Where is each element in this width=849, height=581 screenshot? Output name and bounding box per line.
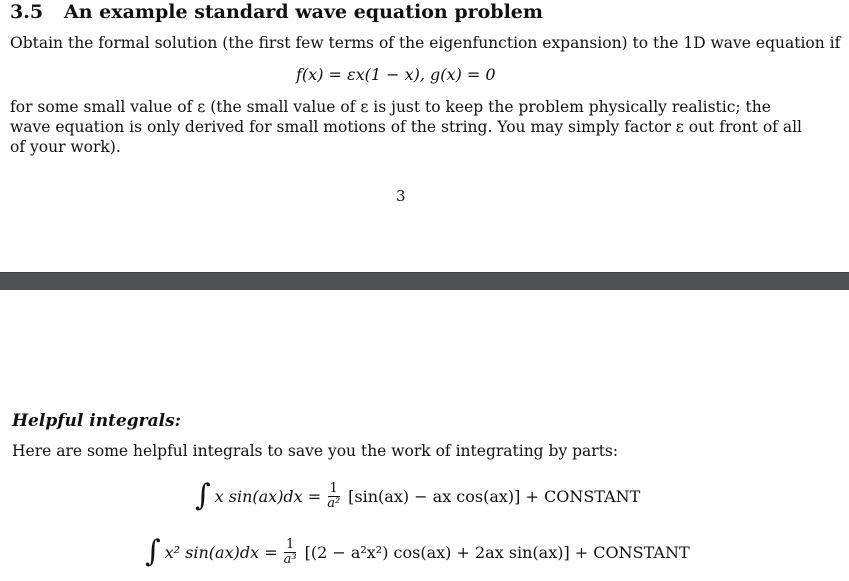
integral-1-fraction xyxy=(325,482,342,511)
integral-2-fraction xyxy=(282,538,299,567)
problem-intro: Obtain the formal solution (the first few terms of the eigenfunction expansion) to the 1D wave equation if xyxy=(10,34,841,52)
integral-sign-icon: ∫ xyxy=(145,534,161,569)
page-number: 3 xyxy=(396,187,406,205)
section-number: 3.5 xyxy=(10,1,44,23)
integral-x-sin xyxy=(195,474,640,518)
document-page-top xyxy=(0,0,849,272)
integral-2-frac-num: 1 xyxy=(285,536,295,552)
integral-1-frac-den: a² xyxy=(327,495,341,511)
integral-1-frac-num: 1 xyxy=(329,480,338,496)
initial-conditions-equation: f(x) = εx(1 − x), g(x) = 0 xyxy=(296,65,496,84)
section-title: An example standard wave equation problem xyxy=(64,1,543,23)
integral-2-rhs: [(2 − a²x²) cos(ax) + 2ax sin(ax)] + CONSTANT xyxy=(304,542,690,562)
problem-followup: for some small value of ε (the small value of ε is just to keep the problem physically realistic; the wave equation is only derived for small motions of the string. You may simply factor ε out front of all of your work). xyxy=(10,98,802,156)
helpful-integrals-intro: Here are some helpful integrals to save you the work of integrating by parts: xyxy=(12,442,619,460)
integral-1-rhs: [sin(ax) − ax cos(ax)] + CONSTANT xyxy=(348,486,641,506)
page-separator xyxy=(0,272,849,291)
integral-sign-icon: ∫ xyxy=(195,478,211,513)
helpful-integrals-heading: Helpful integrals: xyxy=(12,411,181,431)
integral-2-frac-den: a³ xyxy=(283,551,297,567)
integral-1-integrand: x sin(ax)dx = xyxy=(214,486,322,506)
integral-2-integrand: x² sin(ax)dx = xyxy=(164,542,278,562)
integral-x2-sin xyxy=(145,530,690,574)
